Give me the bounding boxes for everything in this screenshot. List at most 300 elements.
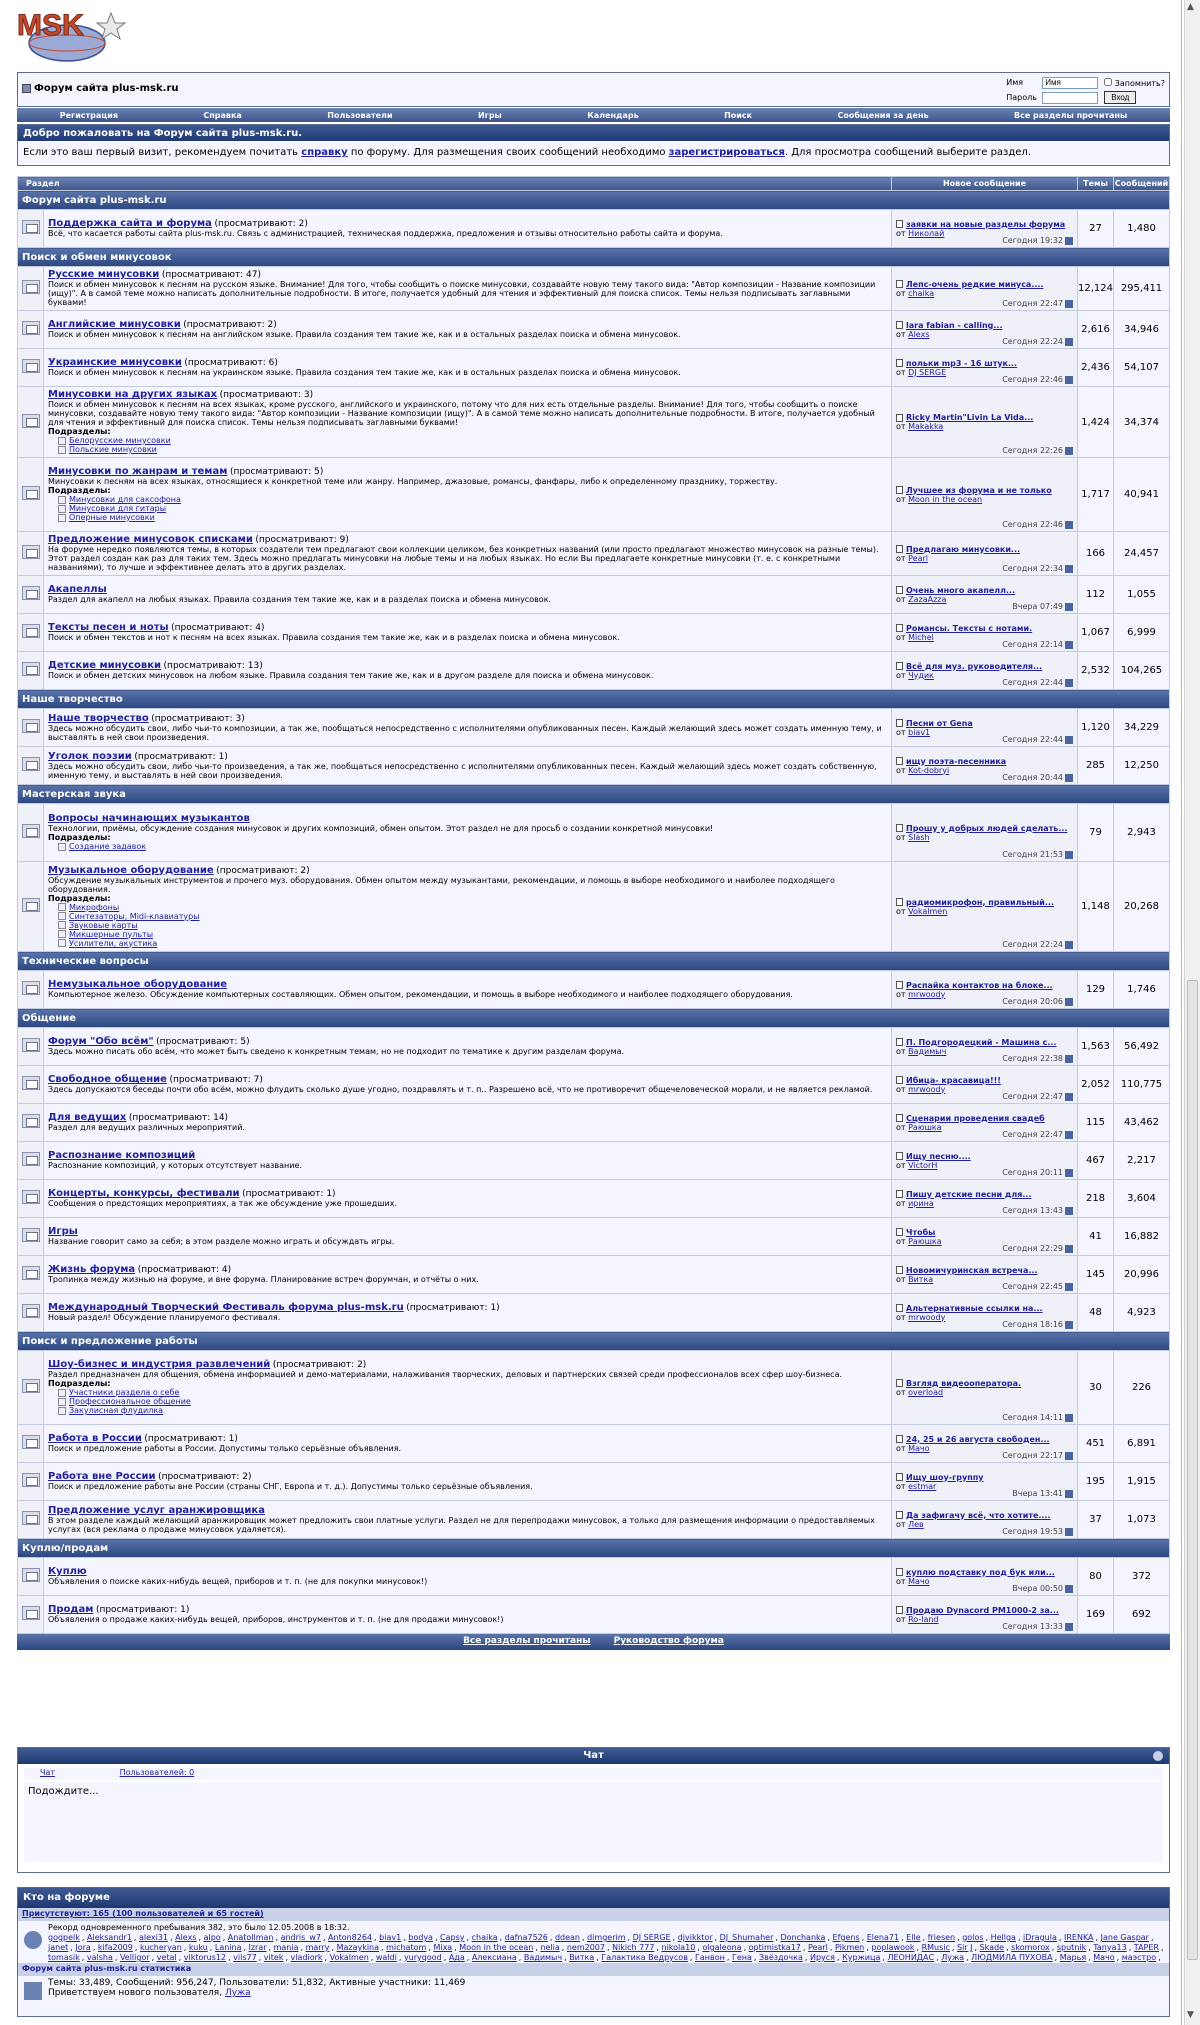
- online-user-link[interactable]: Efgens: [832, 1933, 860, 1942]
- forum-link[interactable]: Продам: [48, 1604, 94, 1615]
- subforum-link[interactable]: Минусовки для гитары: [58, 504, 887, 513]
- category-row[interactable]: [18, 785, 1170, 804]
- online-user-link[interactable]: Nikich 777: [612, 1943, 655, 1952]
- last-post-link[interactable]: Песни от Gena: [906, 718, 973, 728]
- subforum-link[interactable]: Создание задавок: [58, 842, 887, 851]
- goto-last-post-icon[interactable]: [1065, 1093, 1073, 1101]
- online-user-link[interactable]: valsha: [86, 1953, 113, 1962]
- online-user-link[interactable]: DJ_Shumaher: [719, 1933, 774, 1942]
- forum-icon: [22, 981, 40, 995]
- online-count[interactable]: Присутствуют: 165 (100 пользователей и 65 гостей): [18, 1908, 1169, 1921]
- category-title[interactable]: Наше творчество: [18, 690, 1170, 709]
- scrollbar[interactable]: [1184, 0, 1200, 2025]
- subforum-link[interactable]: Микрофоны: [58, 903, 887, 912]
- last-post: [892, 971, 1078, 1009]
- online-user-link[interactable]: DJ SERGE: [632, 1933, 671, 1942]
- subforum-link[interactable]: Микшерные пульты: [58, 930, 887, 939]
- online-user-link[interactable]: Вадимыч: [523, 1953, 563, 1962]
- online-user-link[interactable]: vetal: [156, 1953, 177, 1962]
- online-user-link[interactable]: Sir J: [957, 1943, 973, 1952]
- forum-leaders-link[interactable]: Руководство форума: [613, 1636, 724, 1646]
- subforum-link[interactable]: Закулисная флудилка: [58, 1406, 887, 1415]
- last-post-link[interactable]: Ищу песню....: [906, 1151, 971, 1161]
- chat-tab[interactable]: Чат: [40, 1768, 56, 1777]
- home-icon[interactable]: [22, 84, 31, 93]
- forum-list: [17, 176, 1170, 1650]
- password-input[interactable]: [1042, 92, 1098, 104]
- online-user-link[interactable]: mania: [273, 1943, 299, 1952]
- category-title[interactable]: Общение: [18, 1009, 1170, 1028]
- login-button[interactable]: Вход: [1104, 91, 1136, 104]
- goto-last-post-icon[interactable]: [1065, 1283, 1073, 1291]
- forum-link[interactable]: Работа в России: [48, 1433, 142, 1444]
- forum-link[interactable]: Свободное общение: [48, 1074, 167, 1085]
- goto-last-post-icon[interactable]: [1065, 641, 1073, 649]
- online-user-link[interactable]: nelia: [540, 1943, 560, 1952]
- online-user-link[interactable]: marry: [305, 1943, 330, 1952]
- last-post-link[interactable]: Альтернативные ссылки на...: [906, 1303, 1043, 1313]
- last-post-link[interactable]: радиомикрофон, правильный...: [906, 897, 1054, 907]
- forum-link[interactable]: Работа вне России: [48, 1471, 156, 1482]
- last-post-author[interactable]: Мачо: [908, 1443, 930, 1453]
- last-post-author[interactable]: ZazaAzza: [908, 594, 947, 604]
- online-user-link[interactable]: sputnik: [1056, 1943, 1087, 1952]
- navbar: [17, 108, 1170, 122]
- category-row[interactable]: [18, 952, 1170, 971]
- forum-description: Поиск и предложение работы в России. Допустимы только серьёзные объявления.: [48, 1444, 402, 1453]
- category-row[interactable]: [18, 690, 1170, 709]
- last-post-link[interactable]: Предлагаю минусовки...: [906, 544, 1021, 554]
- last-post-author[interactable]: biav1: [908, 727, 931, 737]
- scroll-up-icon[interactable]: ▲: [1187, 2, 1194, 12]
- nav-item[interactable]: Поиск: [724, 110, 753, 120]
- last-post-link[interactable]: Чтобы: [906, 1227, 936, 1237]
- goto-last-post-icon[interactable]: [1065, 1321, 1073, 1329]
- online-user-link[interactable]: olgaleona: [702, 1943, 742, 1952]
- online-user-link[interactable]: biav1: [379, 1933, 402, 1942]
- online-user-link[interactable]: Mazaykina: [336, 1943, 380, 1952]
- goto-last-post-icon[interactable]: [1065, 1169, 1073, 1177]
- last-post-author[interactable]: Makakka: [908, 422, 944, 431]
- online-user-link[interactable]: Ганвон: [695, 1953, 725, 1962]
- last-post-author[interactable]: Чудик: [908, 670, 934, 680]
- forum-link[interactable]: Английские минусовки: [48, 319, 181, 330]
- goto-last-post-icon[interactable]: [1065, 237, 1073, 245]
- online-user-link[interactable]: vils77: [233, 1953, 257, 1962]
- category-title[interactable]: Куплю/продам: [18, 1539, 1170, 1558]
- forum-link[interactable]: Акапеллы: [48, 584, 107, 595]
- category-title[interactable]: Мастерская звука: [18, 785, 1170, 804]
- forum-status-cell: [18, 1501, 44, 1539]
- last-post-link[interactable]: Сценарии проведения свадеб: [906, 1113, 1045, 1123]
- category-title[interactable]: Поиск и обмен минусовок: [18, 248, 1170, 267]
- mark-all-read-link[interactable]: Все разделы прочитаны: [463, 1636, 591, 1646]
- online-user-link[interactable]: poplawook: [871, 1943, 915, 1952]
- online-user-link[interactable]: dimgerim: [587, 1933, 626, 1942]
- online-user-link[interactable]: lzrar: [248, 1943, 267, 1952]
- forum-link[interactable]: Международный Творческий Фестиваль форума plus-msk.ru: [48, 1302, 404, 1313]
- category-title[interactable]: Технические вопросы: [18, 952, 1170, 971]
- nav-item[interactable]: Календарь: [587, 110, 639, 120]
- goto-last-post-icon[interactable]: [1065, 565, 1073, 573]
- nav-item[interactable]: Пользователи: [327, 110, 393, 120]
- forum-row: [18, 1256, 1170, 1294]
- online-user-link[interactable]: Aleksandr1: [87, 1933, 132, 1942]
- forum-info: [44, 210, 892, 248]
- subforum-link[interactable]: Оперные минусовки: [58, 513, 887, 522]
- category-row[interactable]: [18, 1539, 1170, 1558]
- forum-link[interactable]: Уголок поэзии: [48, 750, 132, 762]
- forum-link[interactable]: Для ведущих: [48, 1112, 127, 1123]
- online-user-link[interactable]: Anatollman: [227, 1933, 274, 1942]
- online-user-link[interactable]: vladiork: [290, 1953, 323, 1962]
- goto-last-post-icon[interactable]: [1065, 941, 1073, 949]
- online-user-link[interactable]: andris_w7: [280, 1933, 321, 1942]
- online-user-link[interactable]: kifa2009: [97, 1943, 133, 1952]
- posts-count: 692: [1114, 1596, 1170, 1634]
- forum-link[interactable]: Предложение минусовок списками: [48, 534, 253, 545]
- last-post-author[interactable]: VictorH: [908, 1160, 938, 1170]
- last-post-link[interactable]: Распайка контактов на блоке...: [906, 980, 1053, 990]
- forum-link[interactable]: Куплю: [48, 1566, 87, 1577]
- online-user-link[interactable]: Lanina: [214, 1943, 242, 1952]
- last-post-author[interactable]: ирина: [908, 1198, 934, 1208]
- online-user-link[interactable]: Tanya13: [1093, 1943, 1127, 1952]
- scroll-down-icon[interactable]: ▼: [1187, 2010, 1194, 2020]
- last-post-link[interactable]: Да зафигачу всё, что хотите....: [906, 1510, 1051, 1520]
- goto-last-post-icon[interactable]: [1065, 774, 1073, 782]
- online-user-link[interactable]: Гена: [731, 1953, 752, 1962]
- online-user-link[interactable]: kuku: [188, 1943, 208, 1952]
- forum-description: Компьютерное железо. Обсуждение компьютерных составляющих. Обмен опытом, рекомендации, и помощь в выборе необходимого и наиболее подходящего оборудования.: [48, 990, 793, 999]
- last-post-link[interactable]: Продаю Dynacord PM1000-2 за...: [906, 1605, 1059, 1615]
- online-user-link[interactable]: Donchanka: [780, 1933, 826, 1942]
- online-user-link[interactable]: Alexs: [175, 1933, 197, 1942]
- online-user-link[interactable]: waldi: [375, 1953, 397, 1962]
- online-user-link[interactable]: iDragula: [1023, 1933, 1057, 1942]
- goto-last-post-icon[interactable]: [1065, 1528, 1073, 1536]
- scroll-thumb[interactable]: [1187, 980, 1198, 1960]
- last-post-link[interactable]: Ищу шоу-группу: [906, 1472, 984, 1482]
- last-post-day: Сегодня: [1002, 1413, 1038, 1422]
- viewing-count: (просматривают: 4): [137, 1265, 232, 1275]
- forum-link[interactable]: Музыкальное оборудование: [48, 864, 214, 876]
- goto-last-post-icon[interactable]: [1065, 998, 1073, 1006]
- online-user-link[interactable]: ЛЕОНИДАС: [887, 1953, 935, 1962]
- online-user-link[interactable]: Марья: [1059, 1953, 1087, 1962]
- last-post-link[interactable]: Лепс-очень редкие минуса....: [906, 279, 1044, 289]
- goto-last-post-icon[interactable]: [1065, 1245, 1073, 1253]
- category-row[interactable]: [18, 1332, 1170, 1351]
- last-post-author[interactable]: Вадимыч: [908, 1046, 947, 1056]
- online-user-link[interactable]: viktorus12: [183, 1953, 227, 1962]
- category-row[interactable]: [18, 191, 1170, 210]
- online-user-link[interactable]: bodya: [408, 1933, 433, 1942]
- forum-link[interactable]: Вопросы начинающих музыкантов: [48, 813, 250, 824]
- goto-last-post-icon[interactable]: [1065, 1131, 1073, 1139]
- collapse-icon[interactable]: [1153, 1751, 1163, 1761]
- chat-messages: Подождите...: [24, 1782, 1163, 1862]
- chat-users-tab[interactable]: Пользователей: 0: [119, 1768, 195, 1777]
- online-user-link[interactable]: TAPER: [1133, 1943, 1159, 1952]
- last-post-date: [1002, 1527, 1073, 1536]
- forum-title-line: [48, 623, 887, 633]
- online-user-link[interactable]: alexi31: [138, 1933, 168, 1942]
- last-post-author[interactable]: Kot-dobryi: [908, 765, 950, 775]
- last-post-author[interactable]: Лев: [908, 1519, 924, 1529]
- online-user-link[interactable]: Лужа: [941, 1953, 965, 1962]
- last-post-author[interactable]: Раюшка: [908, 1236, 942, 1246]
- subforum-link[interactable]: Белорусские минусовки: [58, 436, 887, 445]
- last-post-author[interactable]: mrwoody: [908, 989, 946, 999]
- subforum-link[interactable]: Минусовки для саксофона: [58, 495, 887, 504]
- remember-checkbox[interactable]: [1104, 78, 1112, 86]
- forum-info: [44, 1425, 892, 1463]
- last-post-author[interactable]: chaika: [908, 288, 935, 298]
- online-user-link[interactable]: friesen: [927, 1933, 956, 1942]
- last-post-author-line: от DJ SERGE: [896, 367, 947, 377]
- forum-icon: [22, 1379, 40, 1393]
- online-user-link[interactable]: Vokalmen: [329, 1953, 369, 1962]
- online-user-link[interactable]: Алексиана: [471, 1953, 517, 1962]
- online-user-link[interactable]: Jane Gaspar: [1100, 1933, 1149, 1942]
- last-post-day: Сегодня: [1002, 446, 1038, 455]
- last-post-time: 22:26: [1039, 446, 1063, 455]
- last-post-link[interactable]: Новомичуринская встреча...: [906, 1265, 1038, 1275]
- forum-title-line: [48, 661, 887, 671]
- last-post-link[interactable]: 24, 25 и 26 августа свободен...: [906, 1434, 1050, 1444]
- forum-info: [44, 1294, 892, 1332]
- goto-last-post-icon[interactable]: [1065, 376, 1073, 384]
- online-user-link[interactable]: ЛЮДМИЛА ПУХОВА: [971, 1953, 1053, 1962]
- forum-link[interactable]: Немузыкальное оборудование: [48, 979, 228, 990]
- goto-last-post-icon[interactable]: [1065, 1452, 1073, 1460]
- online-user-link[interactable]: janet: [48, 1943, 69, 1952]
- forum-link[interactable]: Украинские минусовки: [48, 357, 182, 368]
- online-user-link[interactable]: Ируся: [809, 1953, 835, 1962]
- nav-item[interactable]: Все разделы прочитаны: [1014, 110, 1128, 120]
- last-post-link[interactable]: ищу поэта-песенника: [906, 756, 1007, 766]
- last-post-author[interactable]: Michel: [908, 632, 934, 642]
- goto-last-post-icon[interactable]: [1065, 603, 1073, 611]
- forum-link[interactable]: Детские минусовки: [48, 660, 161, 671]
- subforum-link[interactable]: Участники раздела о себе: [58, 1388, 887, 1397]
- nav-item[interactable]: Сообщения за день: [837, 110, 929, 120]
- last-post-author[interactable]: Pearl: [908, 553, 928, 563]
- help-link[interactable]: справку: [301, 147, 348, 158]
- last-post-author[interactable]: mrwoody: [908, 1084, 946, 1094]
- online-user-link[interactable]: optimistka17: [748, 1943, 801, 1952]
- forum-link[interactable]: Игры: [48, 1226, 78, 1237]
- forum-link[interactable]: Форум "Обо всём": [48, 1036, 154, 1047]
- category-title[interactable]: Форум сайта plus-msk.ru: [18, 191, 1170, 210]
- online-user-link[interactable]: Velligor: [119, 1953, 150, 1962]
- last-post-day: Сегодня: [1002, 236, 1038, 245]
- last-post-date: [1012, 602, 1073, 611]
- forum-link[interactable]: Минусовки на других языках: [48, 389, 218, 400]
- post-icon: [896, 486, 903, 494]
- last-post-title-line: [896, 1114, 1073, 1123]
- online-user-link[interactable]: djvikktor: [677, 1933, 713, 1942]
- online-user-link[interactable]: gogpelk: [48, 1933, 80, 1942]
- goto-last-post-icon[interactable]: [1065, 851, 1073, 859]
- goto-last-post-icon[interactable]: [1065, 1207, 1073, 1215]
- nav-item[interactable]: Регистрация: [59, 110, 118, 120]
- last-post-title-line: [896, 1228, 1073, 1237]
- forum-link[interactable]: Поддержка сайта и форума: [48, 218, 212, 229]
- last-post-link[interactable]: польки mp3 - 16 штук...: [906, 358, 1018, 368]
- online-user-link[interactable]: Витка: [569, 1953, 595, 1962]
- online-user-link[interactable]: skomorox: [1011, 1943, 1050, 1952]
- online-user-link[interactable]: IRENKA: [1063, 1933, 1094, 1942]
- last-post-link[interactable]: Лучшее из форума и не только: [906, 485, 1052, 495]
- online-user-link[interactable]: dafna7526: [504, 1933, 548, 1942]
- online-user-link[interactable]: Jora: [75, 1943, 91, 1952]
- forum-link[interactable]: Русские минусовки: [48, 269, 160, 280]
- last-post-link[interactable]: Прошу у добрых людей сделать...: [906, 823, 1068, 833]
- subforum-link[interactable]: Синтезаторы, Midi-клавиатуры: [58, 912, 887, 921]
- forum-title-line: [48, 1303, 887, 1313]
- online-user-link[interactable]: Звёздочка: [758, 1953, 803, 1962]
- goto-last-post-icon[interactable]: [1065, 679, 1073, 687]
- forum-link[interactable]: Концерты, конкурсы, фестивали: [48, 1188, 240, 1199]
- forum-link[interactable]: Шоу-бизнес и индустрия развлечений: [48, 1359, 271, 1370]
- online-user-link[interactable]: Mixa: [433, 1943, 453, 1952]
- last-post-link[interactable]: lara fabian - calling...: [906, 320, 1003, 330]
- last-post-time: 22:47: [1039, 1130, 1063, 1139]
- last-post: [892, 1256, 1078, 1294]
- last-post-link[interactable]: куплю подставку под бук или...: [906, 1567, 1055, 1577]
- forum-link[interactable]: Жизнь форума: [48, 1264, 136, 1275]
- forum-status-cell: [18, 709, 44, 747]
- forum-status-cell: [18, 1104, 44, 1142]
- online-user-link[interactable]: ddean: [554, 1933, 580, 1942]
- last-post-author[interactable]: mrwoody: [908, 1312, 946, 1322]
- new-user-link[interactable]: Лужа: [224, 1988, 251, 1998]
- username-input[interactable]: [1042, 77, 1098, 89]
- last-post-link[interactable]: Ибица- красавица!!!: [906, 1075, 1001, 1085]
- online-user-link[interactable]: Мачо: [1093, 1953, 1115, 1962]
- last-post-author[interactable]: Николай: [908, 228, 945, 238]
- subforum-link[interactable]: Профессиональное общение: [58, 1397, 887, 1406]
- category-row[interactable]: [18, 1009, 1170, 1028]
- online-user-link[interactable]: nem2007: [566, 1943, 605, 1952]
- online-user-link[interactable]: RMusic: [921, 1943, 950, 1952]
- online-user-link[interactable]: kucheryan: [139, 1943, 182, 1952]
- last-post-date: [1012, 1584, 1073, 1593]
- online-user-link[interactable]: chaika: [471, 1933, 498, 1942]
- goto-last-post-icon[interactable]: [1065, 1414, 1073, 1422]
- goto-last-post-icon[interactable]: [1065, 1585, 1073, 1593]
- goto-last-post-icon[interactable]: [1065, 338, 1073, 346]
- last-post-link[interactable]: Пишу детские песни для...: [906, 1189, 1032, 1199]
- last-post-author[interactable]: Slash: [908, 832, 930, 842]
- subforum-link[interactable]: Звуковые карты: [58, 921, 887, 930]
- last-post-author[interactable]: overload: [908, 1387, 944, 1397]
- online-user-link[interactable]: tomasik: [48, 1953, 80, 1962]
- last-post-link[interactable]: заявки на новые разделы форума: [906, 219, 1066, 229]
- last-post-author[interactable]: Раюшка: [908, 1122, 942, 1132]
- online-user-link[interactable]: alpo: [203, 1933, 221, 1942]
- last-post-author[interactable]: Vokalmen: [908, 906, 948, 916]
- online-user-link[interactable]: Elle: [906, 1933, 921, 1942]
- last-post-author[interactable]: Мачо: [908, 1576, 930, 1586]
- subforum-link[interactable]: Усилители, акустика: [58, 939, 887, 948]
- forum-link[interactable]: Тексты песен и ноты: [48, 622, 169, 633]
- online-user-link[interactable]: nikola10: [661, 1943, 696, 1952]
- online-user-link[interactable]: Anton8264: [328, 1933, 373, 1942]
- site-logo[interactable]: [15, 5, 133, 65]
- online-user-link[interactable]: маэстро: [1121, 1953, 1157, 1962]
- goto-last-post-icon[interactable]: [1065, 1055, 1073, 1063]
- online-user-link[interactable]: vitek: [263, 1953, 284, 1962]
- online-user-link[interactable]: Pikmen: [834, 1943, 865, 1952]
- online-user-link[interactable]: michatom: [386, 1943, 427, 1952]
- last-post-link[interactable]: П. Подгородецкий - Машина с...: [906, 1037, 1057, 1047]
- online-user-link[interactable]: Skade: [979, 1943, 1005, 1952]
- online-user-link[interactable]: Hellga: [990, 1933, 1016, 1942]
- forum-link[interactable]: Предложение услуг аранжировщика: [48, 1504, 265, 1516]
- register-link[interactable]: зарегистрироваться: [668, 147, 785, 158]
- online-user-link[interactable]: Elena71: [866, 1933, 900, 1942]
- goto-last-post-icon[interactable]: [1065, 300, 1073, 308]
- forum-description: Распознание композиций, у которых отсутствует название.: [48, 1161, 302, 1170]
- online-user-link[interactable]: Галактика Ведрусов: [601, 1953, 688, 1962]
- online-user-link[interactable]: Куржица: [842, 1953, 881, 1962]
- category-row[interactable]: [18, 248, 1170, 267]
- remember-me[interactable]: [1104, 78, 1165, 88]
- online-user-link[interactable]: Capsy: [440, 1933, 465, 1942]
- goto-last-post-icon[interactable]: [1065, 447, 1073, 455]
- forum-status-cell: [18, 1425, 44, 1463]
- subforum-link[interactable]: Польские минусовки: [58, 445, 887, 454]
- last-post-author[interactable]: Ro-land: [908, 1614, 939, 1624]
- forum-icon: [22, 359, 40, 373]
- last-post-author[interactable]: Витка: [908, 1274, 934, 1284]
- category-title[interactable]: Поиск и предложение работы: [18, 1332, 1170, 1351]
- goto-last-post-icon[interactable]: [1065, 1490, 1073, 1498]
- online-user-link[interactable]: Moon in the ocean: [459, 1943, 534, 1952]
- online-user-link[interactable]: Ада: [448, 1953, 465, 1962]
- chat-tabs: [24, 1768, 1163, 1780]
- forum-title[interactable]: Форум сайта plus-msk.ru: [34, 83, 179, 94]
- forum-info: [44, 614, 892, 652]
- online-user-link[interactable]: golos: [962, 1933, 984, 1942]
- last-post-link[interactable]: Ricky Martin"Livin La Vida...: [906, 413, 1034, 422]
- forum-link[interactable]: Распознание композиций: [48, 1150, 196, 1161]
- last-post-link[interactable]: Взгляд видеооператора.: [906, 1378, 1022, 1388]
- forum-info: [44, 1104, 892, 1142]
- last-post-author[interactable]: DJ SERGE: [908, 367, 947, 377]
- online-user-link[interactable]: yuryqood: [403, 1953, 442, 1962]
- last-post-link[interactable]: Романсы. Тексты с нотами.: [906, 623, 1033, 633]
- subforum-list: [48, 436, 887, 454]
- last-post-author[interactable]: Moon in the ocean: [908, 494, 983, 504]
- nav-item[interactable]: Игры: [477, 110, 502, 120]
- goto-last-post-icon[interactable]: [1065, 736, 1073, 744]
- last-post-author[interactable]: Alexs: [908, 329, 930, 339]
- forum-status-cell: [18, 652, 44, 690]
- goto-last-post-icon[interactable]: [1065, 1623, 1073, 1631]
- online-user-link[interactable]: Pearl: [807, 1943, 828, 1952]
- goto-last-post-icon[interactable]: [1065, 521, 1073, 529]
- last-post-author[interactable]: estmar: [908, 1481, 937, 1491]
- last-post-link[interactable]: Всё для муз. руководителя...: [906, 661, 1043, 671]
- forum-link[interactable]: Наше творчество: [48, 712, 149, 724]
- nav-item[interactable]: Справка: [203, 110, 242, 120]
- last-post-link[interactable]: Очень много акапелл...: [906, 585, 1016, 595]
- forum-link[interactable]: Минусовки по жанрам и темам: [48, 466, 228, 477]
